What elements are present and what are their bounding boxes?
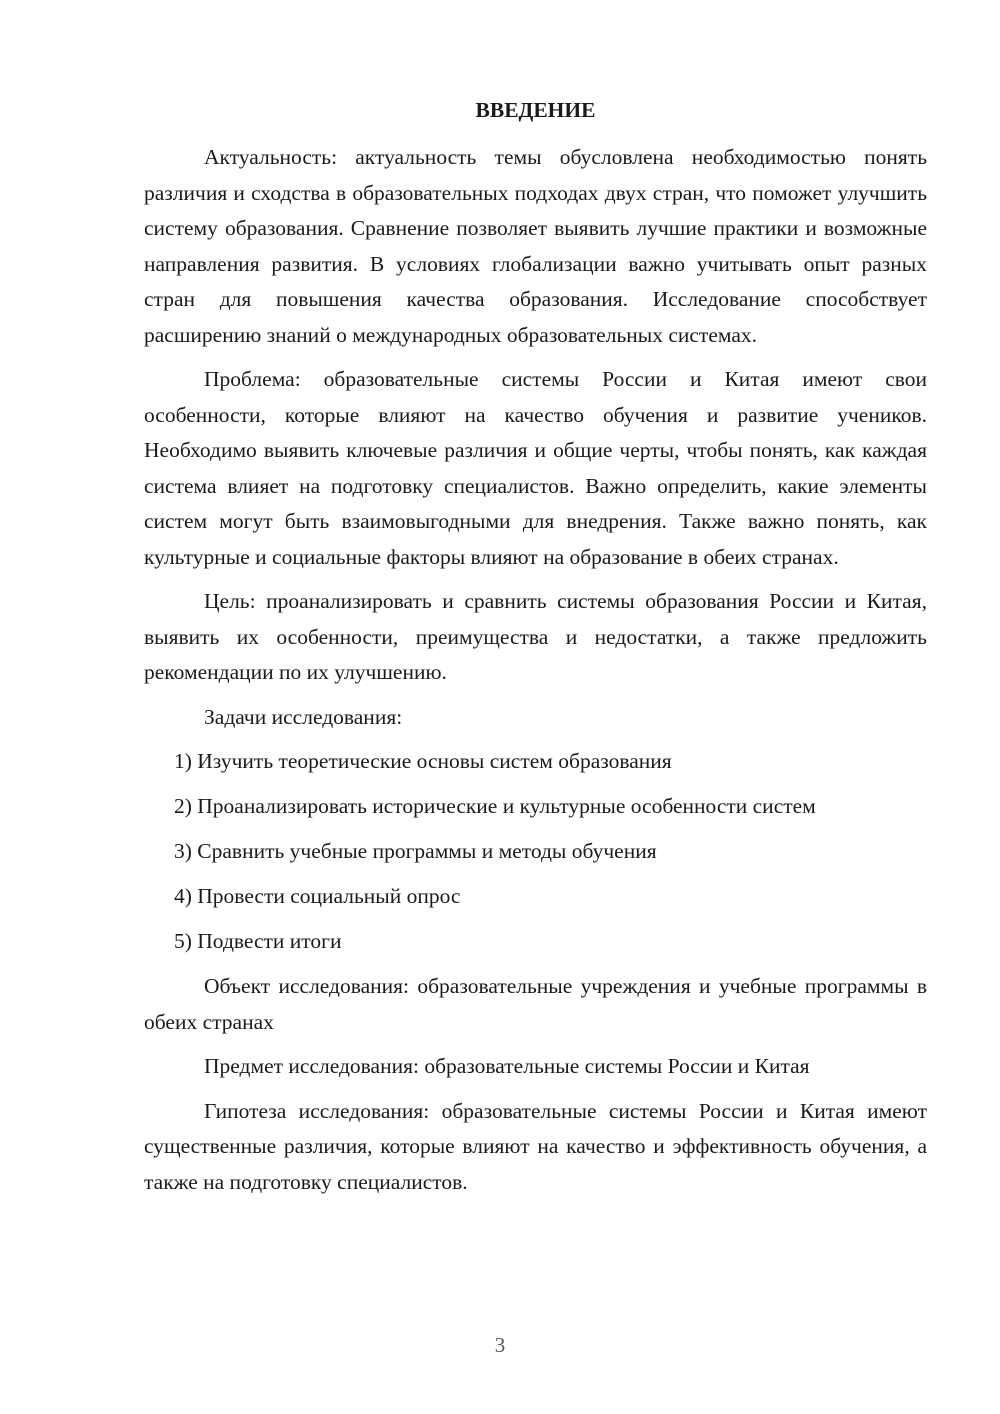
list-item: 4) Провести социальный опрос <box>174 884 461 908</box>
list-item: 5) Подвести итоги <box>174 929 342 953</box>
section-title: ВВЕДЕНИЕ <box>475 98 596 122</box>
paragraph-hypothesis: Гипотеза исследования: образовательные системы России и Китая имеют существенные различия, которые влияют на качество и эффективность обучения, а также на подготовку специалистов. <box>144 1098 927 1194</box>
page-number: 3 <box>494 1333 506 1357</box>
tasks-heading: Задачи исследования: <box>204 704 403 729</box>
list-item: 2) Проанализировать исторические и культурные особенности систем <box>174 794 816 818</box>
document-page <box>144 90 927 1209</box>
tasks-list <box>144 744 927 960</box>
paragraph-goal: Цель: проанализировать и сравнить системы образования России и Китая, выявить их особенности, преимущества и недостатки, а также предложить рекомендации по их улучшению. <box>144 589 927 684</box>
paragraph-object: Объект исследования: образовательные учреждения и учебные программы в обеих странах <box>144 974 927 1034</box>
paragraph-relevance: Актуальность: актуальность темы обусловлена необходимостью понять различия и сходства в образовательных подходах двух стран, что поможет улучшить систему образования. Сравнение позволяет выявить лучшие практики и возможные направления развития. В условиях глобализации важно учитывать опыт разных стран для повышения качества образования. Исследование способствует расширению знаний о международных образовательных системах. <box>144 145 927 347</box>
list-item: 1) Изучить теоретические основы систем образования <box>174 749 672 773</box>
paragraph-subject: Предмет исследования: образовательные системы России и Китая <box>204 1054 810 1078</box>
paragraph-problem: Проблема: образовательные системы России и Китая имеют свои особенности, которые влияют на качество обучения и развитие учеников. Необходимо выявить ключевые различия и общие черты, чтобы понять, как каждая система влияет на подготовку специалистов. Важно определить, какие элементы систем могут быть взаимовыгодными для внедрения. Также важно понять, как культурные и социальные факторы влияют на образование в обеих странах. <box>144 367 927 569</box>
list-item: 3) Сравнить учебные программы и методы обучения <box>174 839 657 863</box>
